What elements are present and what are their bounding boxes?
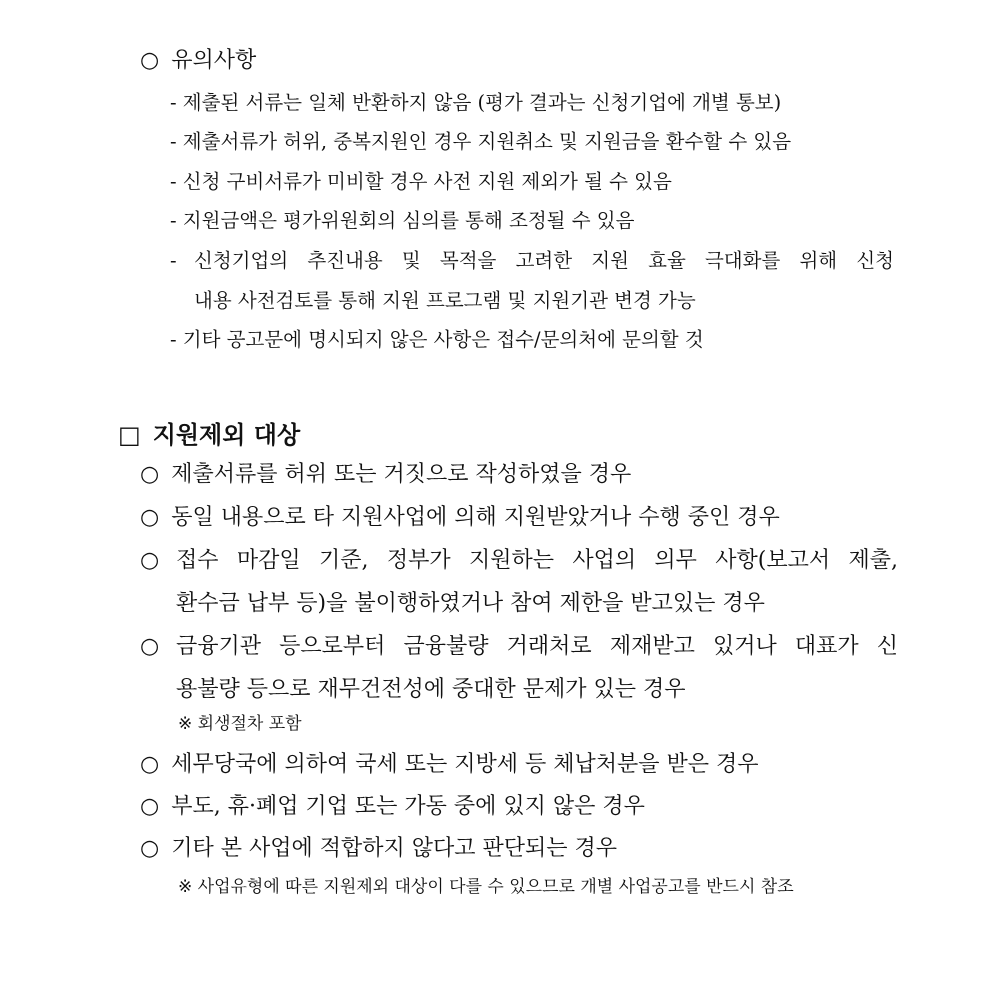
notice-text: 제출서류가 허위, 중복지원인 경우 지원취소 및 지원금을 환수할 수 있음 [182,130,792,153]
notice-item-6 [170,330,704,350]
circle-bullet-icon: ○ [140,505,160,530]
circle-bullet-icon: ○ [140,548,160,573]
exclusion-text: 세무당국에 의하여 국세 또는 지방세 등 체납처분을 받은 경우 [171,752,759,777]
dash-bullet: - [170,170,177,193]
exclusion-item-4-continuation: 용불량 등으로 재무건전성에 중대한 문제가 있는 경우 [176,677,686,702]
dash-bullet: - [170,328,177,351]
dash-bullet: - [170,209,177,232]
exclusion-text: 부도, 휴·폐업 기업 또는 가동 중에 있지 않은 경우 [171,794,645,819]
exclusion-text: 동일 내용으로 타 지원사업에 의해 지원받았거나 수행 중인 경우 [171,505,780,530]
notice-item-3 [170,172,672,192]
exclusion-item-3 [140,548,898,573]
exclusion-item-2 [140,507,780,529]
exclusion-text: 금융기관 등으로부터 금융불량 거래처로 제재받고 있거나 대표가 신 [176,634,898,659]
section-title: 지원제외 대상 [152,421,301,449]
notice-item-5-continuation: 내용 사전검토를 통해 지원 프로그램 및 지원기관 변경 가능 [194,289,696,312]
notice-text: 신청 구비서류가 미비할 경우 사전 지원 제외가 될 수 있음 [182,170,672,193]
circle-bullet-icon: ○ [140,752,160,777]
circle-bullet-icon: ○ [140,634,160,659]
notices-heading [140,50,256,72]
final-note: ※ 사업유형에 따른 지원제외 대상이 다를 수 있으므로 개별 사업공고를 반드시 참조 [178,877,794,897]
exclusion-section-heading [118,423,300,447]
exclusion-text: 제출서류를 허위 또는 거짓으로 작성하였을 경우 [171,462,632,487]
notice-item-1 [170,93,781,113]
circle-bullet-icon: ○ [140,462,160,487]
dash-bullet: - [170,130,177,153]
dash-bullet: - [170,91,177,114]
exclusion-item-6 [140,796,645,818]
notice-item-2 [170,132,791,152]
exclusion-item-1 [140,464,631,486]
exclusion-text: 기타 본 사업에 적합하지 않다고 판단되는 경우 [171,836,617,861]
exclusion-item-3-continuation: 환수금 납부 등)을 불이행하였거나 참여 제한을 받고있는 경우 [176,591,765,616]
rehabilitation-note: ※ 회생절차 포함 [178,714,302,734]
exclusion-item-7 [140,838,617,860]
circle-bullet-icon: ○ [140,48,160,73]
notice-item-5 [170,249,894,272]
dash-bullet: - [170,249,177,272]
notice-text: 신청기업의 추진내용 및 목적을 고려한 지원 효율 극대화를 위해 신청 [194,249,894,272]
notice-text: 기타 공고문에 명시되지 않은 사항은 접수/문의처에 문의할 것 [182,328,704,351]
exclusion-text: 접수 마감일 기준, 정부가 지원하는 사업의 의무 사항(보고서 제출, [176,548,898,573]
exclusion-item-4 [140,634,898,659]
circle-bullet-icon: ○ [140,794,160,819]
notice-text: 지원금액은 평가위원회의 심의를 통해 조정될 수 있음 [182,209,635,232]
notice-item-4 [170,211,634,231]
exclusion-item-5 [140,754,758,776]
circle-bullet-icon: ○ [140,836,160,861]
notices-title: 유의사항 [171,48,257,73]
notice-text: 제출된 서류는 일체 반환하지 않음 (평가 결과는 신청기업에 개별 통보) [182,91,782,114]
square-box-icon: □ [118,421,141,449]
